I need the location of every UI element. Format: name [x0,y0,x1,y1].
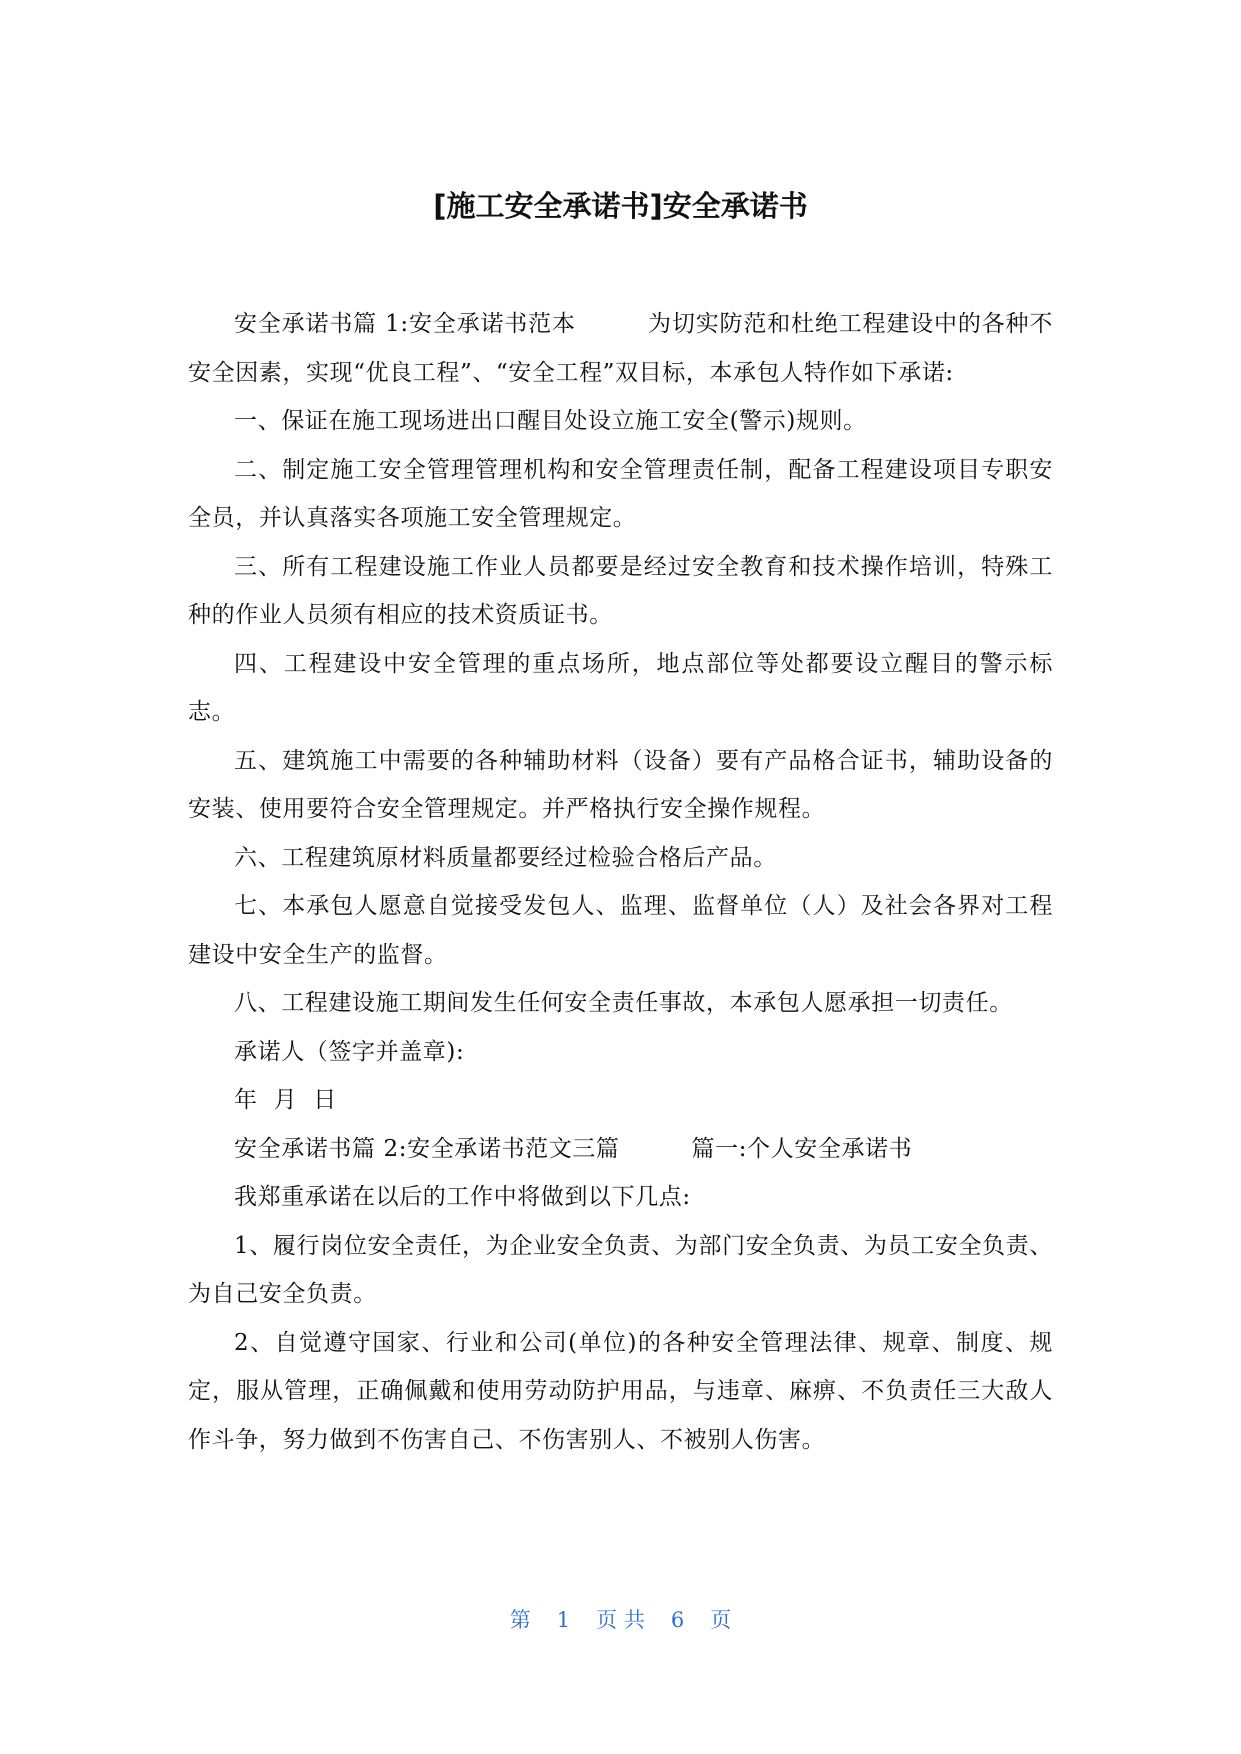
second-heading: 安全承诺书篇 2:安全承诺书范文三篇 [234,1135,620,1162]
second-subheading: 篇一:个人安全承诺书 [691,1135,913,1162]
footer-current-page: 1 [556,1608,571,1632]
footer-label-page: 第 [509,1608,531,1632]
item-paragraph: 五、建筑施工中需要的各种辅助材料（设备）要有产品格合证书，辅助设备的安装、使用要符合安全管理规定。并严格执行安全操作规程。 [188,747,1053,822]
footer-label-pages: 页 [710,1608,732,1632]
document-body [188,300,1053,1464]
item-paragraph: 三、所有工程建设施工作业人员都要是经过安全教育和技术操作培训，特殊工种的作业人员须有相应的技术资质证书。 [188,553,1053,628]
date-year: 年 [234,1087,258,1113]
signer-line: 承诺人（签字并盖章): [234,1038,465,1065]
date-day: 日 [313,1087,337,1113]
date-month: 月 [273,1087,298,1113]
item-paragraph: 六、工程建筑原材料质量都要经过检验合格后产品。 [234,844,777,871]
item-paragraph: 四、工程建设中安全管理的重点场所，地点部位等处都要设立醒目的警示标志。 [188,650,1053,725]
item-paragraph: 八、工程建设施工期间发生任何安全责任事故，本承包人愿承担一切责任。 [234,990,1013,1016]
second-intro: 我郑重承诺在以后的工作中将做到以下几点: [234,1184,691,1210]
intro-paragraph [188,300,1053,397]
page-footer [0,1605,1241,1635]
footer-total-pages: 6 [670,1608,685,1632]
item-paragraph: 一、保证在施工现场进出口醒目处设立施工安全(警示)规则。 [234,408,867,434]
item-paragraph: 二、制定施工安全管理管理机构和安全管理责任制，配备工程建设项目专职安全员，并认真落实各项施工安全管理规定。 [188,456,1053,531]
second-item-paragraph: 1、履行岗位安全责任，为企业安全负责、为部门安全负责、为员工安全负责、为自己安全负责。 [188,1232,1053,1307]
document-title: [施工安全承诺书]安全承诺书 [433,189,808,223]
second-heading-line [188,1125,1053,1174]
second-item-paragraph: 2、自觉遵守国家、行业和公司(单位)的各种安全管理法律、规章、制度、规定，服从管理，正确佩戴和使用劳动防护用品，与违章、麻痹、不负责任三大敌人作斗争，努力做到不伤害自己、不伤害别人、不被别人伤害。 [188,1329,1053,1453]
intro-heading: 安全承诺书篇 1:安全承诺书范本 [234,311,576,337]
footer-label-of: 页 共 [596,1608,645,1632]
item-paragraph: 七、本承包人愿意自觉接受发包人、监理、监督单位（人）及社会各界对工程建设中安全生产的监督。 [188,893,1053,968]
date-line [188,1076,1053,1125]
intro-text: 为切实防范和杜绝工程建设中的各种不安全因素，实现“优良工程”、“安全工程”双目标，本承包人特作如下承诺: [188,311,1053,386]
